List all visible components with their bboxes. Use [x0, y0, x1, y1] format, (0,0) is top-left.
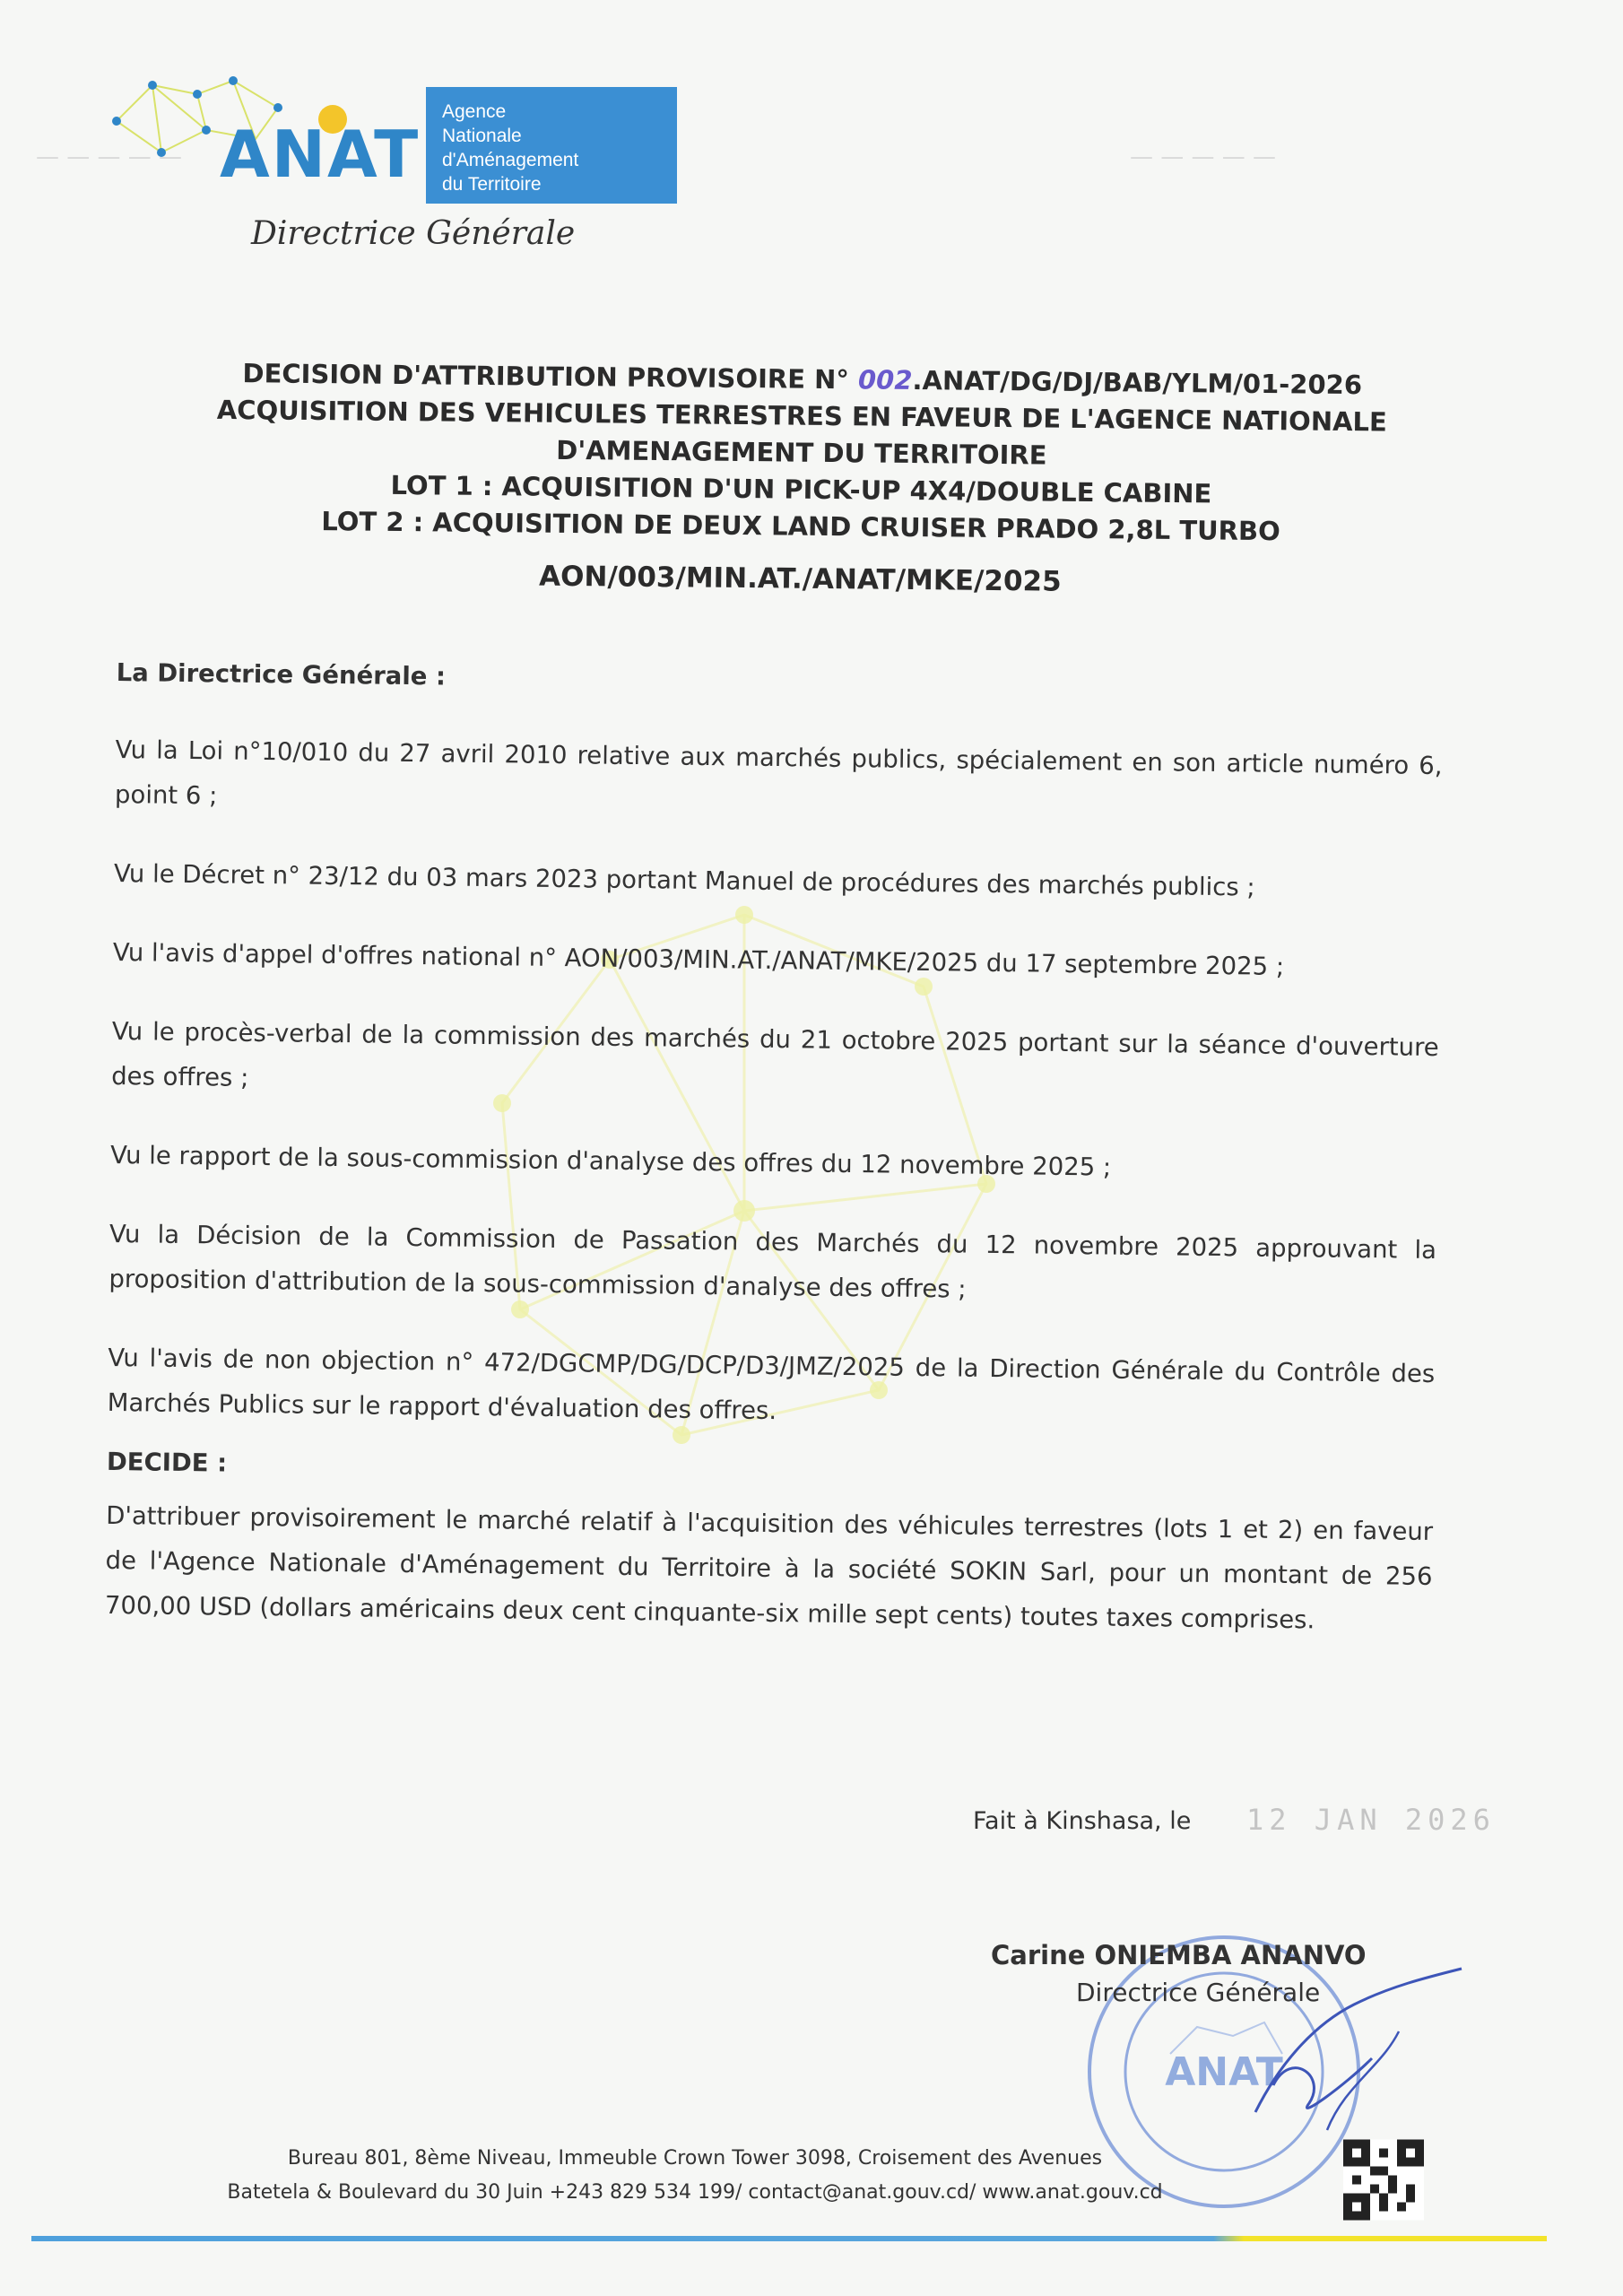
agency-line: du Territoire	[442, 174, 542, 195]
ghost-text: — — — — —	[36, 144, 183, 170]
qr-code-icon	[1343, 2137, 1424, 2222]
consideration-item: Vu le rapport de la sous-commission d'analyse des offres du 12 novembre 2025 ;	[109, 1140, 1112, 1182]
ghost-text: — — — — —	[1130, 144, 1277, 170]
footer-line-1: Bureau 801, 8ème Niveau, Immeuble Crown Tower 3098, Croisement des Avenues	[287, 2147, 1103, 2170]
decision-number: 002	[857, 364, 913, 396]
decision-text: D'attribuer provisoirement le marché relatif à l'acquisition des véhicules terrestres (lots 1 et 2) en faveur de l'Agence Nationale d'Aménagement du Territoire à la société SOKIN Sarl, pour un montant de 256 700,00 USD (dollars américains deux cent cinquante-six mille sept cents) toutes taxes comprises.	[104, 1500, 1434, 1635]
document-title	[141, 354, 1462, 604]
agency-line: Nationale	[442, 126, 522, 146]
agency-line: Agence	[442, 101, 507, 122]
decide-label: DECIDE :	[106, 1447, 228, 1478]
consideration-item: Vu la Décision de la Commission de Passation des Marchés du 12 novembre 2025 approuvant la proposition d'attribution de la sous-commission d'analyse des offres ;	[108, 1219, 1437, 1304]
header-subtitle: Directrice Générale	[251, 215, 576, 252]
footer-line-2: Batetela & Boulevard du 30 Juin +243 829 534 199/ contact@anat.gouv.cd/ www.anat.gouv.cd	[227, 2181, 1163, 2204]
consideration-item: Vu le procès-verbal de la commission des marchés du 21 octobre 2025 portant sur la séance d'ouverture des offres ;	[111, 1016, 1439, 1092]
logo-wordmark: ANAT	[220, 117, 421, 192]
title-line-5: LOT 2 : ACQUISITION DE DEUX LAND CRUISER PRADO 2,8L TURBO	[321, 506, 1280, 547]
place-date: Fait à Kinshasa, le	[973, 1807, 1192, 1835]
anat-logo	[99, 67, 673, 265]
agency-name-box	[426, 87, 677, 204]
title-line-3: D'AMENAGEMENT DU TERRITOIRE	[556, 434, 1047, 471]
title-prefix: DECISION D'ATTRIBUTION PROVISOIRE N°	[242, 358, 850, 396]
footer-address	[179, 2142, 1211, 2210]
consideration-item: Vu l'avis d'appel d'offres national n° AON/003/MIN.AT./ANAT/MKE/2025 du 17 septembre 2025 ;	[112, 937, 1285, 981]
title-suffix: .ANAT/DG/DJ/BAB/YLM/01-2026	[912, 364, 1363, 401]
tender-reference: AON/003/MIN.AT./ANAT/MKE/2025	[538, 560, 1062, 598]
handwritten-signature-icon	[1219, 1951, 1488, 2148]
consideration-item: Vu le Décret n° 23/12 du 03 mars 2023 portant Manuel de procédures des marchés publics ;	[113, 858, 1255, 902]
signer-name: Carine ONIEMBA ANANVO	[991, 1940, 1367, 1970]
consideration-item: Vu la Loi n°10/010 du 27 avril 2010 relative aux marchés publics, spécialement en son article numéro 6, point 6 ;	[114, 735, 1443, 811]
title-line-2: ACQUISITION DES VEHICULES TERRESTRES EN FAVEUR DE L'AGENCE NATIONALE	[216, 394, 1387, 438]
title-line-4: LOT 1 : ACQUISITION D'UN PICK-UP 4X4/DOUBLE CABINE	[390, 469, 1212, 509]
authority-label: La Directrice Générale :	[116, 657, 447, 691]
consideration-item: Vu l'avis de non objection n° 472/DGCMP/DG/DCP/D3/JMZ/2025 de la Direction Générale du Contrôle des Marchés Publics sur le rapport d'évaluation des offres.	[107, 1343, 1436, 1426]
agency-line: d'Aménagement	[442, 150, 579, 170]
signer-title: Directrice Générale	[1076, 1978, 1321, 2007]
footer-divider	[31, 2236, 1547, 2241]
svg-text:ANAT: ANAT	[1165, 2049, 1283, 2095]
date-stamp: 12 JAN 2026	[1246, 1803, 1496, 1837]
document-body	[104, 650, 1444, 1678]
